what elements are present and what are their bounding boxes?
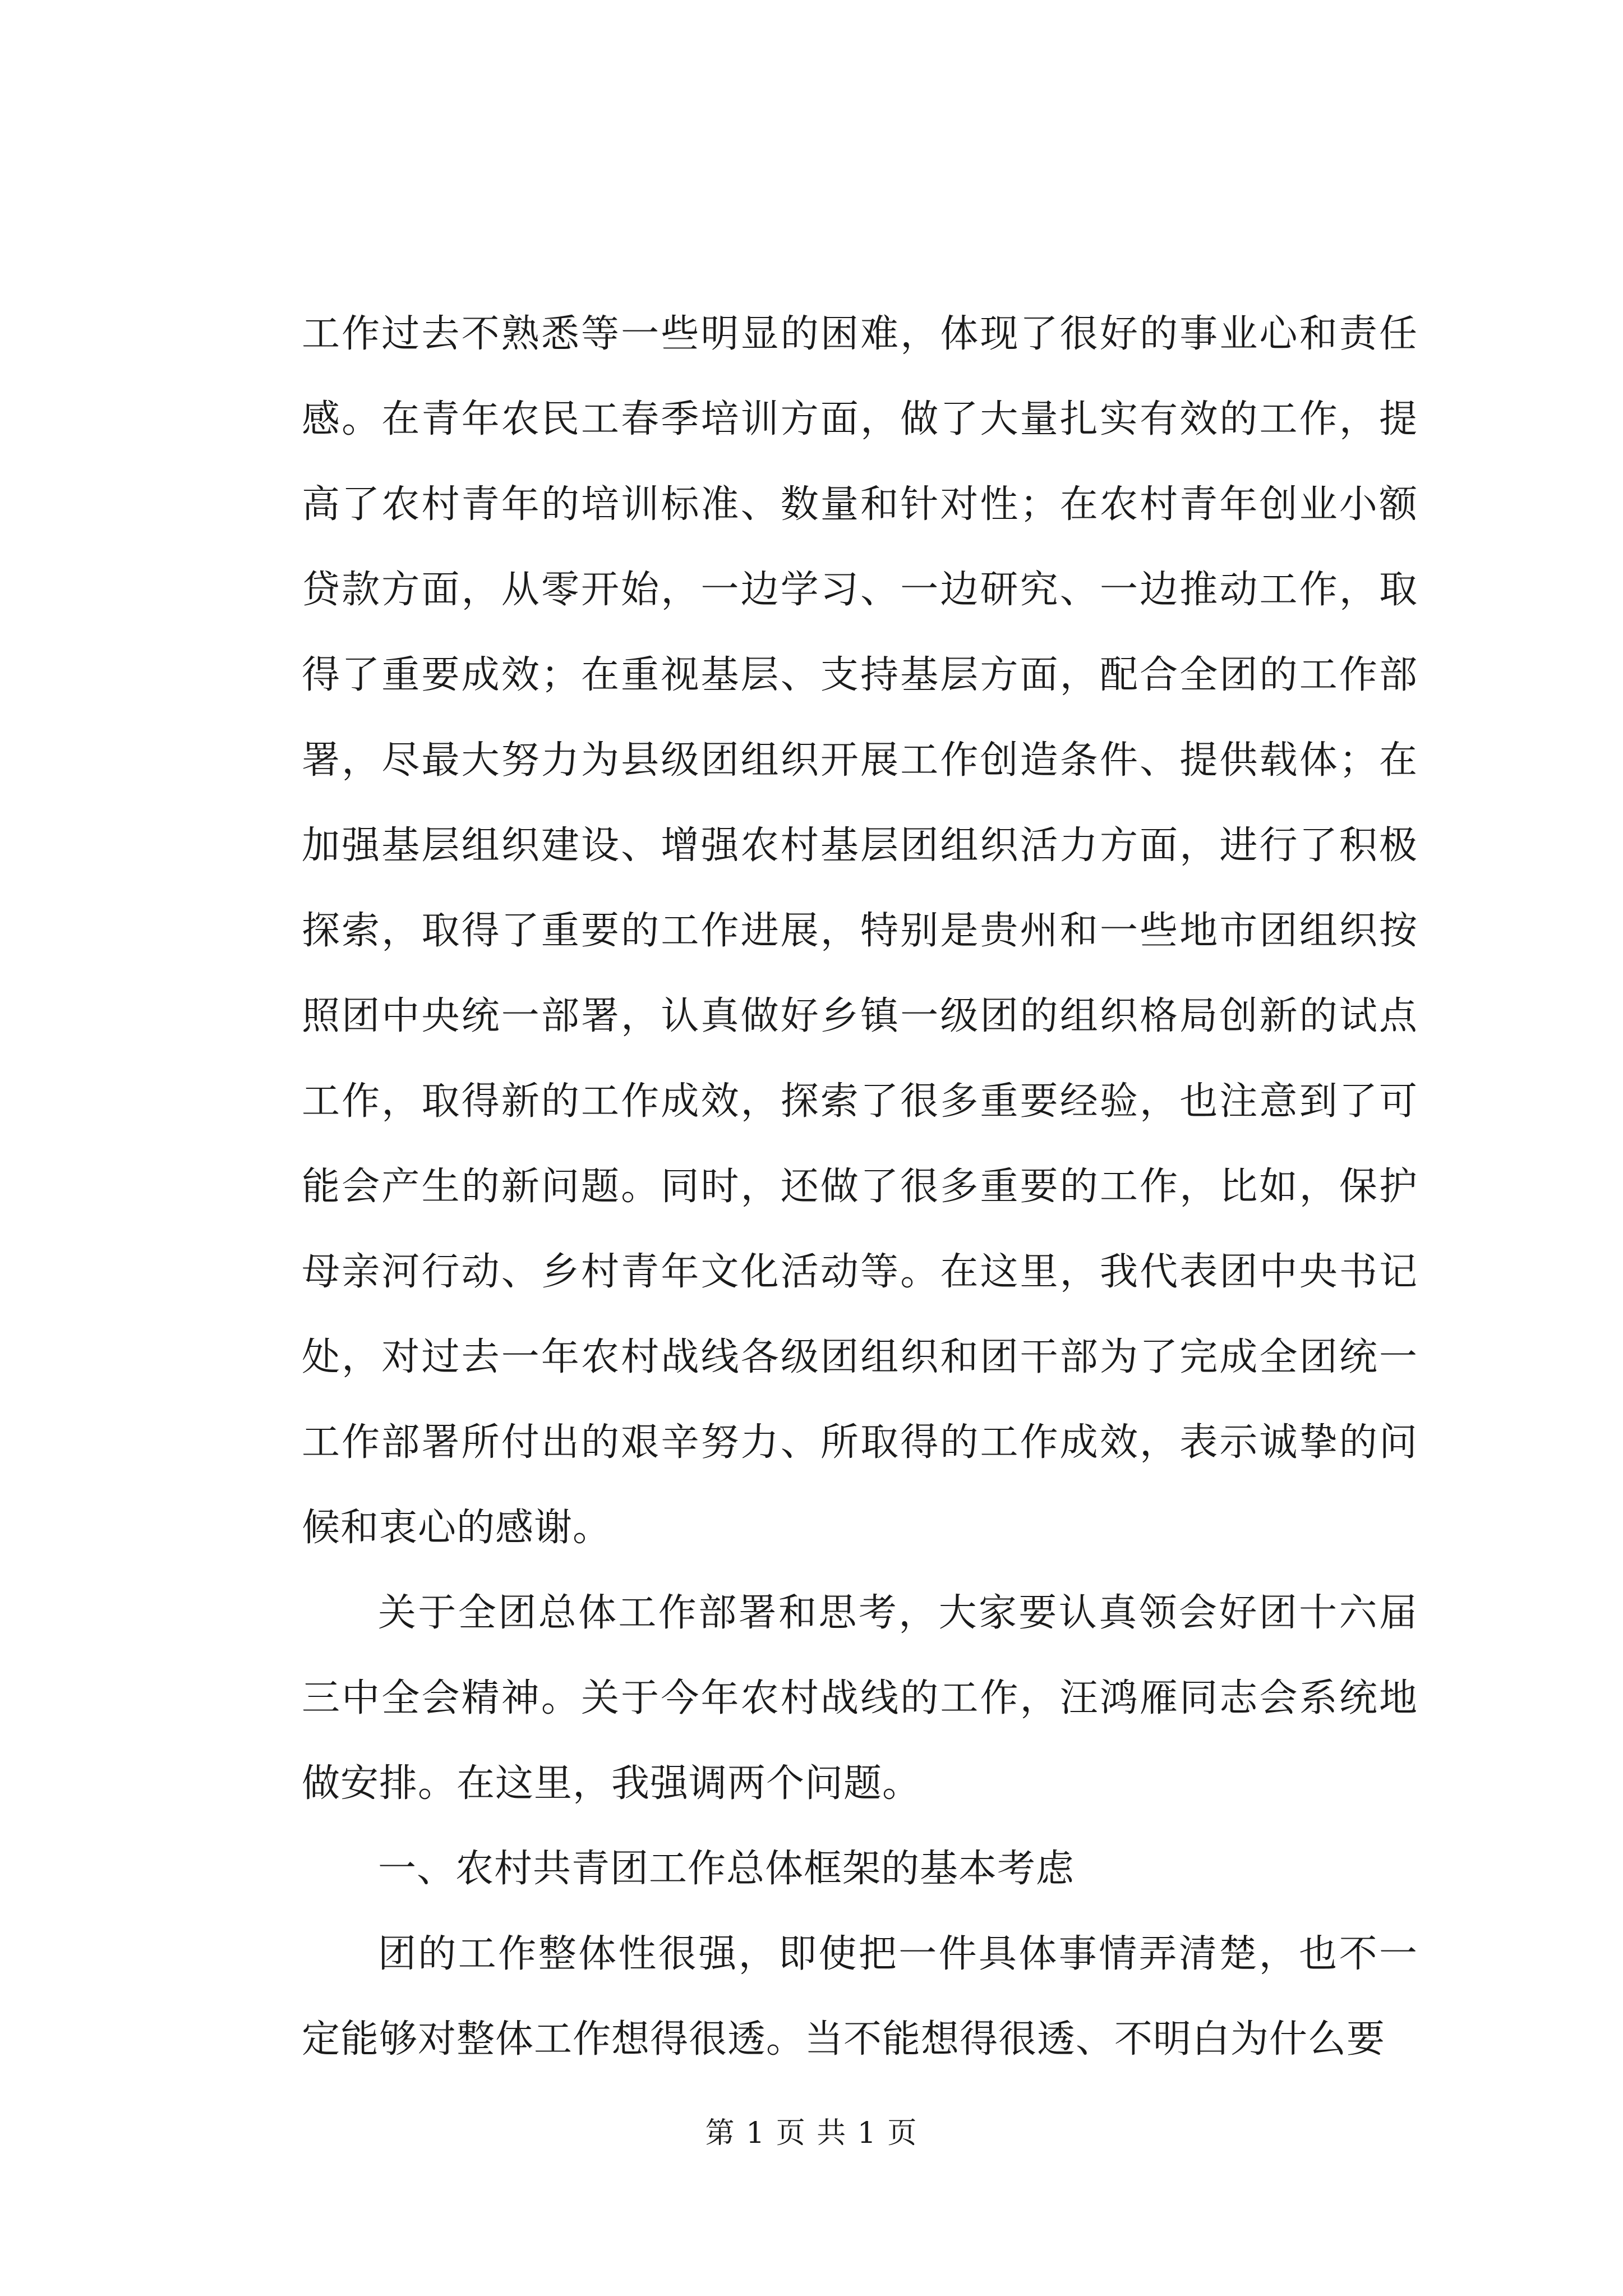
section-heading: 一、农村共青团工作总体框架的基本考虑 — [378, 1847, 1075, 1891]
paragraph: 团的工作整体性很强，即使把一件具体事情弄清楚，也不一定能够对整体工作想得很透。当不能想得很透、不明白为什么要 — [302, 1932, 1418, 2062]
paragraph-continued: 工作过去不熟悉等一些明显的困难，体现了很好的事业心和责任感。在青年农民工春季培训方面，做了大量扎实有效的工作，提高了农村青年的培训标准、数量和针对性；在农村青年创业小额贷款方面，从零开始，一边学习、一边研究、一边推动工作，取得了重要成效；在重视基层、支持基层方面，配合全团的工作部署，尽最大努力为县级团组织开展工作创造条件、提供载体；在加强基层组织建设、增强农村基层团组织活力方面，进行了积极探索，取得了重要的工作进展，特别是贵州和一些地市团组织按照团中央统一部署，认真做好乡镇一级团的组织格局创新的试点工作，取得新的工作成效，探索了很多重要经验，也注意到了可能会产生的新问题。同时，还做了很多重要的工作，比如，保护母亲河行动、乡村青年文化活动等。在这里，我代表团中央书记处，对过去一年农村战线各级团组织和团干部为了完成全团统一工作部署所付出的艰辛努力、所取得的工作成效，表示诚挚的问候和衷心的感谢。 — [302, 312, 1418, 1550]
document-body — [302, 292, 1418, 2082]
page-footer: 第 1 页 共 1 页 — [705, 2116, 918, 2150]
paragraph: 关于全团总体工作部署和思考，大家要认真领会好团十六届三中全会精神。关于今年农村战线的工作，汪鸿雁同志会系统地做安排。在这里，我强调两个问题。 — [302, 1591, 1418, 1806]
